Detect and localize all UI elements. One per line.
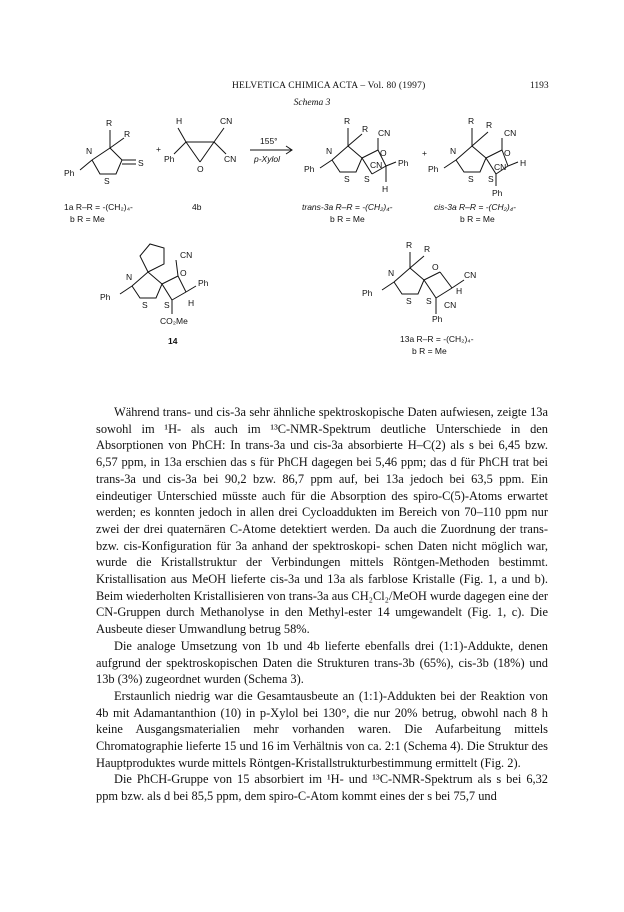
- atom-ph: Ph: [164, 154, 175, 164]
- atom-cn: CN: [224, 154, 237, 164]
- text-line: Röntgen-Methoden bestimmt. Kristallisation aus MeOH lieferte cis-3a und 13a als: [96, 555, 548, 587]
- text-line: 13b (3%) zugeordnet wurden (Schema 3).: [96, 672, 304, 687]
- body-paragraph: [96, 638, 548, 688]
- atom-ph: Ph: [64, 168, 75, 178]
- atom-cn: CN: [378, 128, 391, 138]
- atom-h: H: [456, 286, 463, 296]
- text-line: schen Daten nicht möglich war, wurde die Kristallstruktur der Verbindungen mittels: [96, 538, 549, 570]
- atom-s: S: [344, 174, 350, 184]
- atom-r: R: [344, 116, 351, 126]
- atom-n: N: [126, 272, 133, 282]
- atom-s: S: [406, 296, 412, 306]
- label-cis-3a: cis-3a R–R = -(CH₂)₄-: [434, 202, 516, 212]
- atom-n: N: [450, 146, 457, 156]
- atom-n: N: [86, 146, 93, 156]
- page-number: 1193: [530, 81, 549, 91]
- text-line: erwartet werden; es konnten jedoch in allen drei Cycloaddukten im Bereich von: [96, 488, 548, 520]
- atom-r: R: [486, 120, 493, 130]
- atom-r: R: [362, 124, 369, 134]
- text-line: 13a sowohl im ¹H- als auch im ¹³C-NMR-Spektrum deutliche Unterschiede in den: [96, 405, 548, 436]
- scheme-title: Schema 3: [293, 98, 331, 108]
- atom-r: R: [106, 118, 113, 128]
- text-line: Während trans- und cis-3a sehr ähnliche spektroskopische Daten aufwiesen, zeigte: [114, 405, 527, 419]
- atom-s: S: [164, 300, 170, 310]
- atom-r: R: [124, 129, 131, 139]
- text-line: farblose Kristalle (Fig. 1, a und b). Beim wiederholten Kristallisieren von trans-3a: [96, 572, 548, 603]
- atom-cn: CN: [220, 116, 233, 126]
- running-head: [0, 81, 624, 95]
- text-line: Chromatographie lieferte 15 und 16 im Verhältnis von ca. 2:1 (Schema 4). Die Struktur: [96, 739, 529, 754]
- atom-ph: Ph: [362, 288, 373, 298]
- body-paragraph: [96, 688, 548, 772]
- label-1a: 1a R–R = -(CH₂)₄-: [64, 202, 133, 212]
- atom-co2me: CO₂Me: [160, 316, 188, 326]
- text-line: aus CH₂Cl₂/MeOH wurde dagegen eine der CN-Gruppen durch Methanolyse in: [96, 588, 548, 620]
- journal-title: HELVETICA CHIMICA ACTA – Vol. 80 (1997): [232, 81, 426, 91]
- label-1b: b R = Me: [70, 214, 105, 224]
- text-line: nach 8 h keine Ausgangsmaterialien mehr vorhanden waren. Die Aufarbeitung mittels: [96, 705, 548, 737]
- atom-s: S: [468, 174, 474, 184]
- label-cis-3b: b R = Me: [460, 214, 495, 224]
- atom-o: O: [380, 148, 387, 158]
- label-4b: 4b: [192, 202, 202, 212]
- atom-s: S: [364, 174, 370, 184]
- body-paragraph: [96, 404, 548, 638]
- atom-h: H: [176, 116, 183, 126]
- atom-o: O: [197, 164, 204, 174]
- plus-sign: +: [156, 144, 161, 154]
- text-line: Ein eindeutiger Unterschied müsste auch für die Absorption des spiro-C(5)-Atoms: [96, 471, 548, 503]
- body-paragraph: [96, 771, 548, 804]
- atom-s: S: [138, 158, 144, 168]
- atom-o: O: [432, 262, 439, 272]
- text-line: 6,32 ppm bzw. als d bei 85,5 ppm, dem spiro-C-Atom kommt eines der s bei 75,7 und: [96, 772, 548, 804]
- atom-o: O: [504, 148, 511, 158]
- atom-cn: CN: [494, 162, 507, 172]
- atom-ph: Ph: [100, 292, 111, 302]
- label-13b: b R = Me: [412, 346, 447, 356]
- text-line: Erstaunlich niedrig war die Gesamtausbeute an (1:1)-Addukten bei der Reaktion: [114, 688, 525, 703]
- text-line: bzw. 6,57 ppm, in 13a erschien das s für PhCH dagegen bei 5,46 ppm; das d für PhCH: [96, 438, 548, 470]
- atom-s: S: [104, 176, 110, 186]
- label-13a: 13a R–R = -(CH₂)₄-: [400, 334, 474, 344]
- atom-h: H: [188, 298, 195, 308]
- text-line: trat bei trans-3a und cis-3a bei 90,2 bzw. 86,7 ppm auf, bei 13a jedoch bei 63,5 ppm.: [96, 455, 548, 486]
- label-trans-3b: b R = Me: [330, 214, 365, 224]
- text-line: von 4b mit Adamantanthion (10) in p-Xylol bei 130°, die nur 20% betrug, obwohl: [96, 688, 548, 720]
- atom-r: R: [424, 244, 431, 254]
- atom-r: R: [468, 116, 475, 126]
- atom-cn: CN: [464, 270, 477, 280]
- conditions-solvent: p-Xylol: [254, 154, 280, 164]
- conditions-temperature: 155°: [260, 136, 278, 146]
- plus-sign: +: [422, 148, 427, 158]
- atom-n: N: [388, 268, 395, 278]
- atom-s: S: [488, 174, 494, 184]
- atom-ph: Ph: [398, 158, 409, 168]
- reaction-scheme: [60, 110, 564, 360]
- label-14: 14: [168, 336, 178, 346]
- atom-ph: Ph: [492, 188, 503, 198]
- text-line: (Fig. 2).: [480, 755, 521, 770]
- text-line: Die PhCH-Gruppe von 15 absorbiert im ¹H- und ¹³C-NMR-Spektrum als s bei: [114, 772, 522, 787]
- atom-cn: CN: [444, 300, 457, 310]
- atom-ph: Ph: [428, 164, 439, 174]
- atom-h: H: [382, 184, 389, 194]
- text-line: die Zuordnung der trans- bzw. cis-Konfiguration für 3a anhand der spektroskopi-: [96, 521, 548, 553]
- text-line: aufgrund der spektroskopischen Daten die Strukturen trans-3b (65%), cis-3b (18%) und: [96, 655, 548, 670]
- atom-ph: Ph: [432, 314, 443, 324]
- atom-cn: CN: [370, 160, 383, 170]
- atom-h: H: [520, 158, 527, 168]
- text-line: des Hauptproduktes wurde mittels Röntgen-Kristallstrukturbestimmung ermittelt: [96, 739, 548, 770]
- text-line: 58%.: [283, 622, 310, 637]
- atom-s: S: [426, 296, 432, 306]
- text-line: Die analoge Umsetzung von 1b und 4b lieferte ebenfalls drei (1:1)-Addukte, denen: [114, 638, 548, 653]
- atom-r: R: [406, 240, 413, 250]
- atom-o: O: [180, 268, 187, 278]
- text-line: 70–110 ppm nur zwei der drei quaternären C-Atome detektiert werden. Da auch: [96, 505, 548, 536]
- text-line: den Methyl-ester 14 umgewandelt (Fig. 1, c). Die Ausbeute dieser Umwandlung betrug: [96, 605, 548, 637]
- atom-ph: Ph: [198, 278, 209, 288]
- atom-ph: Ph: [304, 164, 315, 174]
- label-trans-3a: trans-3a R–R = -(CH₂)₄-: [302, 202, 393, 212]
- compound-4b-structure: [174, 128, 226, 162]
- atom-cn: CN: [180, 250, 193, 260]
- atom-cn: CN: [504, 128, 517, 138]
- text-line: Absorptionen von PhCH: In trans-3a und cis-3a absorbierte H–C(2) als s bei 6,45: [96, 438, 521, 453]
- atom-n: N: [326, 146, 333, 156]
- atom-s: S: [142, 300, 148, 310]
- body-text: [96, 404, 548, 805]
